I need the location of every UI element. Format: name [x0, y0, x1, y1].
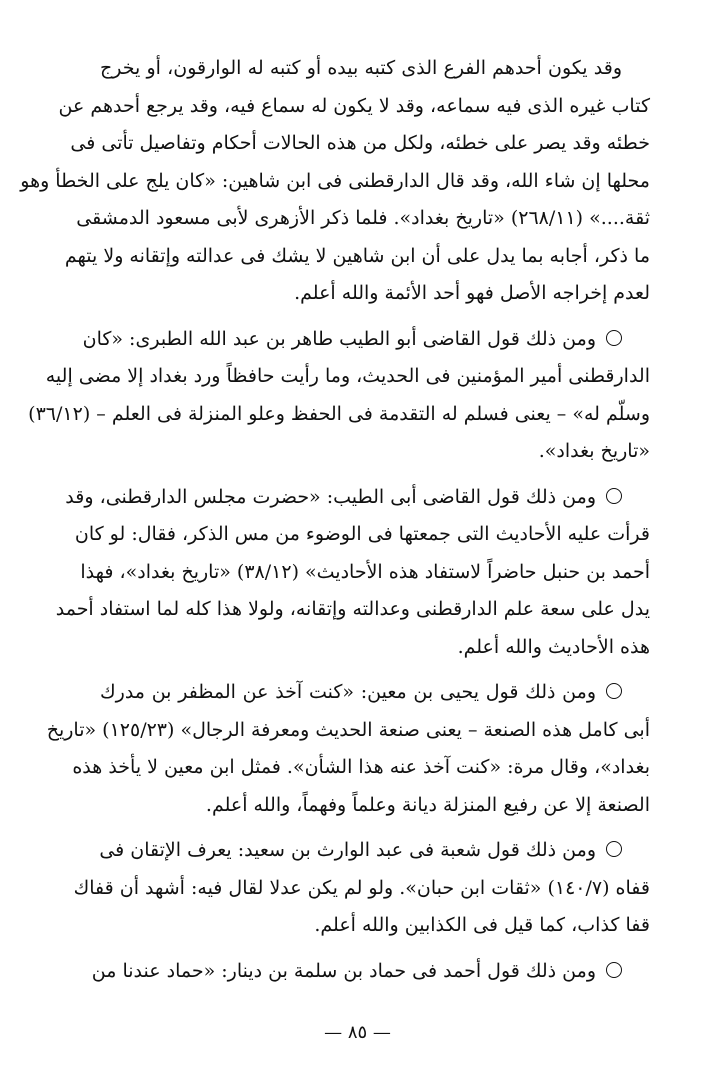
text-line: هذه الأحاديث والله أعلم.	[457, 635, 650, 658]
text-line: لعدم إخراجه الأصل فهو أحد الأئمة والله أعلم.	[294, 282, 650, 304]
text-line: قفا كذاب، كما قيل فى الكذابين والله أعلم.	[314, 914, 650, 936]
text-line: خطئه وقد يصر على خطئه، ولكل من هذه الحالات أحكام وتفاصيل تأتى فى	[70, 132, 650, 154]
circle-bullet-icon	[606, 841, 622, 857]
circle-bullet-icon	[606, 962, 622, 978]
circle-bullet-icon	[606, 330, 622, 346]
text-line: كتاب غيره الذى فيه سماعه، وقد لا يكون له سماع فيه، وقد يرجع أحدهم عن	[58, 94, 650, 117]
text-line: محلها إن شاء الله، وقد قال الدارقطنى فى ابن شاهين: «كان يلج على الخطأ وهو	[20, 169, 650, 192]
text-line: قرأت عليه الأحاديث التى جمعتها فى الوضوء من مس الذكر، فقال: لو كان	[74, 523, 650, 545]
text-line: أبى كامل هذه الصنعة – يعنى صنعة الحديث ومعرفة الرجال» (١٢٥/٢٣) «تاريخ	[46, 718, 650, 741]
circle-bullet-icon	[606, 488, 622, 504]
circle-bullet-icon	[606, 683, 622, 699]
text-line: ما ذكر، أجابه بما يدل على أن ابن شاهين لا يشك فى عدالته وإتقانه ولا يتهم	[64, 244, 650, 267]
text-line: بغداد»، وقال مرة: «كنت آخذ عنه هذا الشأن». فمثل ابن معين لا يأخذ هذه	[72, 756, 650, 778]
text-line: قفاه (١٤٠/٧) «ثقات ابن حبان». ولو لم يكن عدلا لقال فيه: أشهد أن قفاك	[73, 876, 650, 899]
text-line: ومن ذلك قول يحيى بن معين: «كنت آخذ عن المظفر بن مدرك	[100, 674, 650, 712]
paragraph-3	[55, 479, 650, 667]
paragraph-2	[28, 321, 650, 471]
text-line: يدل على سعة علم الدارقطنى وعدالته وإتقانه، ولولا هذا كله لما استفاد أحمد	[55, 598, 650, 620]
text-line: ومن ذلك قول شعبة فى عبد الوارث بن سعيد: يعرف الإتقان فى	[100, 832, 650, 870]
text-line: أحمد بن حنبل حاضراً لاستفاد هذه الأحاديث» (٣٨/١٢) «تاريخ بغداد»، فهذا	[80, 560, 650, 583]
text-line: ومن ذلك قول القاضى أبو الطيب طاهر بن عبد الله الطبرى: «كان	[100, 321, 650, 359]
text-line: الدارقطنى أمير المؤمنين فى الحديث، وما رأيت حافظاً ورد بغداد إلا مضى إليه	[45, 365, 650, 387]
text-line: الصنعة إلا عن رفيع المنزلة ديانة وعلماً وفهماً، والله أعلم.	[205, 793, 650, 816]
page-number: — ٨٥ —	[324, 1022, 391, 1043]
text-line: ومن ذلك قول أحمد فى حماد بن سلمة بن دينار: «حماد عندنا من	[100, 953, 650, 991]
text-line: وقد يكون أحدهم الفرع الذى كتبه بيده أو كتبه له الوارقون، أو يخرج	[100, 57, 622, 79]
text-line: «تاريخ بغداد».	[538, 440, 650, 462]
paragraph-4	[46, 674, 650, 824]
paragraph-6	[91, 953, 650, 991]
text-line: وسلّم له» – يعنى فسلم له التقدمة فى الحفظ وعلو المنزلة فى العلم – (٣٦/١٢)	[28, 402, 650, 425]
paragraph-5	[73, 832, 650, 945]
paragraph-1	[20, 50, 650, 313]
page-body	[20, 50, 650, 990]
text-line: ومن ذلك قول القاضى أبى الطيب: «حضرت مجلس الدارقطنى، وقد	[100, 479, 650, 517]
text-line: ثقة....» (٢٦٨/١١) «تاريخ بغداد». فلما ذكر الأزهرى لأبى مسعود الدمشقى	[76, 207, 650, 229]
